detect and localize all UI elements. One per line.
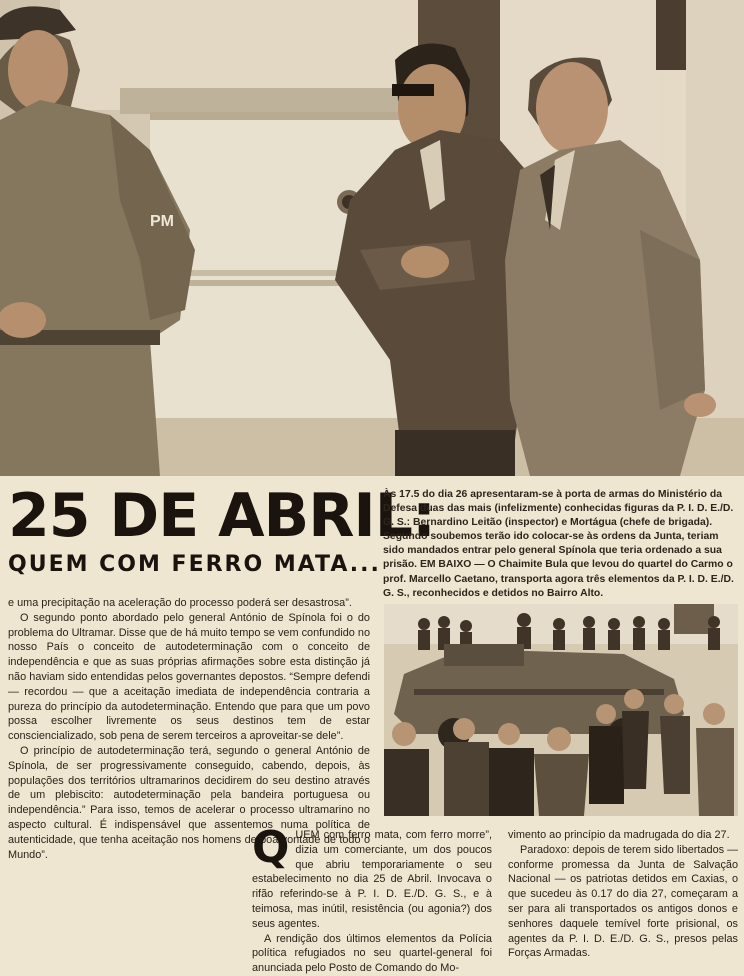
photo-caption: Às 17.5 do dia 26 apresentaram-se à porta de armas do Ministério da Defesa duas das mais (infelizmente) conhecidas figuras da P. I. D. E./D. G. S.: Bernardino Leitão (inspector) e Mortágua (chefe de brigada). Segundo soubemos terão ido colocar-se às ordens da Junta, teriam sido mandados entrar pelo general Spínola que teria ordenado a sua prisão. EM BAIXO — O Chaimite Bula que levou do quartel do Carmo o prof. Marcello Caetano, transporta agora três elementos da P. I. D. E./D. G. S., reconhecidos e detidos no Bairro Alto.	[383, 489, 734, 599]
headline-subtitle: QUEM COM FERRO MATA...	[8, 552, 381, 577]
column3-paragraph-1: vimento ao princípio da madrugada do dia 27.	[508, 829, 730, 841]
column1-paragraph-1: e uma precipitação na aceleração do processo poderá ser desastrosa”.	[8, 597, 352, 609]
headline-title: 25 DE ABRIL:	[8, 481, 435, 551]
bottom-photo-illustration	[384, 604, 738, 816]
column2-paragraph-1: UEM com ferro mata, com ferro morre”, dizia um comerciante, um dos poucos que abriu temporariamente o seu estabelecimento no dia 25 de Abril. Invocava o rifão referindo-se à P. I. D. E./D. G. S., e à teimosa, mas inútil, resistência (ou agonia?) dos seus agentes.	[252, 829, 492, 930]
column2-paragraph-2: A rendição dos últimos elementos da Polícia política refugiados no seu quartel-general foi anunciada pelo Posto de Comando do Mo-	[252, 932, 492, 975]
article-column-1	[8, 596, 370, 862]
shoulder-patch-text: PM	[150, 213, 174, 230]
drop-cap: Q	[252, 822, 290, 873]
article-column-2	[252, 822, 492, 976]
column1-paragraph-2: O segundo ponto abordado pelo general António de Spínola foi o do problema do Ultramar. Disse que de há muito tempo se vem confundido no nosso País o conceito de autodeterminação com o conceito de independência e que as suas próprias afirmações sobre esta distinção já não haviam sido entendidas pelos governantes depostos. “Sempre defendi — recordou — que a aceitação imediata de independência contraria a pureza do princípio da autodeterminação. Entendo que para que um povo possa escolher livremente os seus destinos tem de estar consciencializado, sob pena de serem terceiros a aproveitar-se dele”.	[8, 611, 371, 743]
column3-paragraph-2: Paradoxo: depois de terem sido libertados — conforme promessa da Junta de Salvação Nacional — os patriotas detidos em Caxias, o que sucedeu às 0.17 do dia 27, começaram a ser para ali transportados os antigos donos e senhores daquele temível forte prisional, os agentes da P. I. D. E./D. G. S., presos pelas Forças Armadas.	[508, 843, 738, 960]
top-photo-illustration	[0, 0, 744, 476]
top-photo	[0, 0, 744, 476]
article-column-3	[508, 828, 738, 961]
bottom-photo	[384, 604, 738, 816]
column1-paragraph-3: O princípio de autodeterminação terá, segundo o general António de Spínola, de ser progressivamente conseguido, cabendo, depois, às populações dos territórios ultramarinos decidirem do seu destino através de um plebiscito: autodeterminação pela bandeira portuguesa ou independência.” Para isso, temos de acelerar o processo ultramarino no aspecto cultural. É indispensável que assentemos numa política de autenticidade, que tenha aceitação nos homens de boa vontade de todo o Mundo”.	[8, 744, 370, 861]
